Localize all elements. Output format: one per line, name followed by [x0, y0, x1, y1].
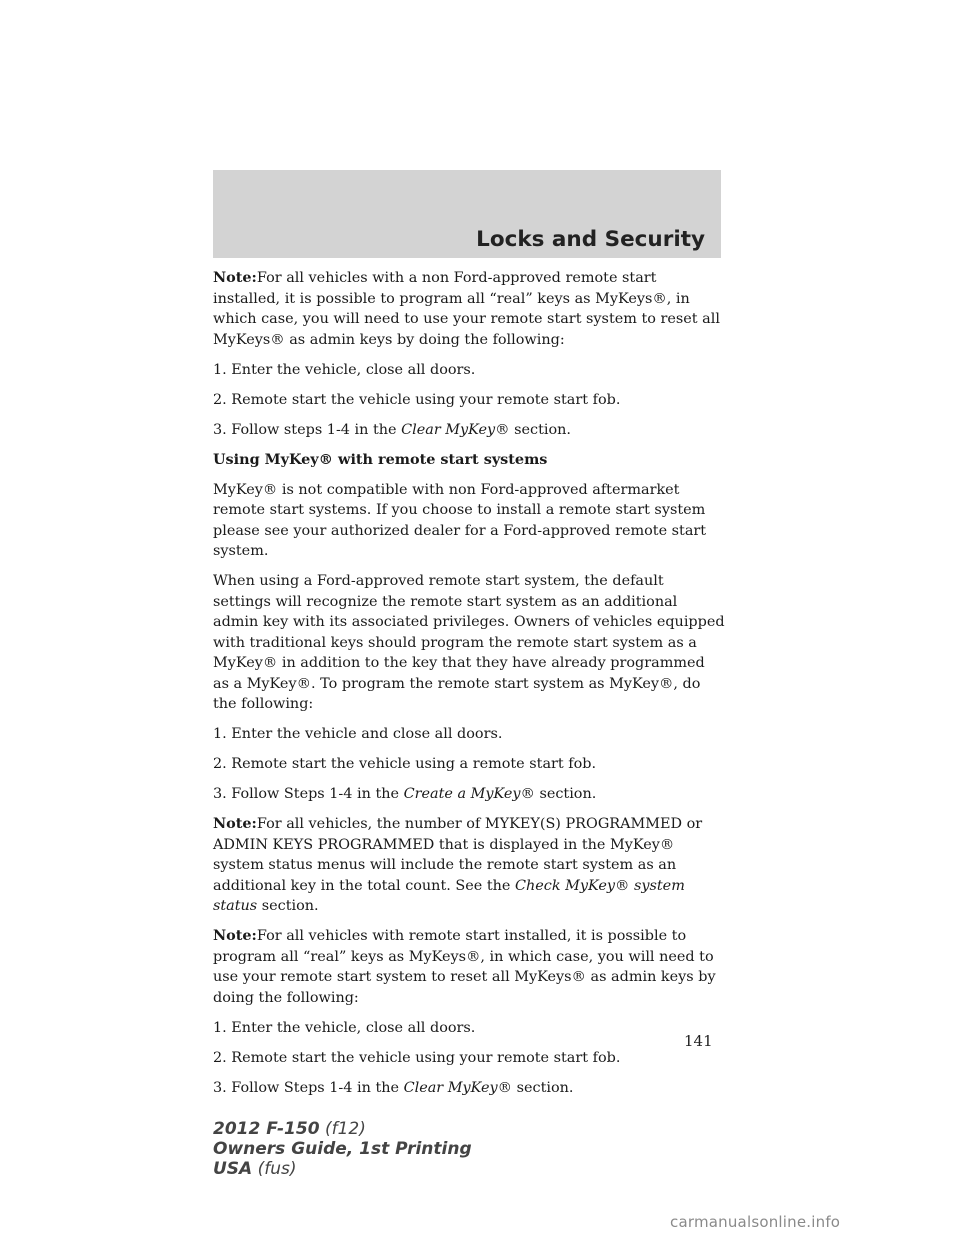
section-reference: Create a MyKey®: [403, 786, 535, 802]
note-paragraph-2: Note:For all vehicles, the number of MYKEY(S) PROGRAMMED or ADMIN KEYS PROGRAMMED that is displayed in the MyKey® system status menus will include the remote start system as an additional key in the total count. See the Check MyKey® system status section.: [213, 815, 703, 914]
footer-line-region: USA (fus): [213, 1159, 297, 1179]
note-text: For all vehicles with remote start installed, it is possible to program all “real” keys as MyKeys®, in which case, you will need to use your remote start system to reset all MyKeys® as admin keys by doing the following:: [213, 928, 716, 1006]
step-item: 2. Remote start the vehicle using your remote start fob.: [213, 391, 621, 408]
section-header-band: [213, 170, 721, 258]
page-content: [213, 268, 725, 1108]
section-reference: Clear MyKey®: [401, 421, 510, 438]
step-item: 3. Follow Steps 1-4 in the Clear MyKey® section.: [213, 1079, 574, 1096]
step-item: 1. Enter the vehicle, close all doors.: [213, 1019, 476, 1036]
section-title: Locks and Security: [476, 227, 705, 252]
note-paragraph-3: [213, 926, 725, 1008]
step-item: 1. Enter the vehicle and close all doors.: [213, 726, 503, 742]
note-label: Note:: [213, 269, 257, 286]
watermark: carmanualsonline.info: [670, 1213, 841, 1231]
footer-line-model: 2012 F-150 (f12): [213, 1119, 366, 1139]
step-item: 3. Follow steps 1-4 in the Clear MyKey® section.: [213, 421, 571, 438]
note-text: For all vehicles with a non Ford-approved remote start installed, it is possible to program all “real” keys as MyKeys®, in which case, you will need to use your remote start system to reset all MyKeys® as admin keys by doing the following:: [213, 270, 720, 348]
note-label: Note:: [213, 815, 257, 832]
subheading: Using MyKey® with remote start systems: [213, 450, 548, 468]
section-reference: Check MyKey® system status: [213, 877, 685, 914]
section-reference: Clear MyKey®: [403, 1079, 513, 1096]
step-item: 1. Enter the vehicle, close all doors.: [213, 361, 476, 378]
step-item: 2. Remote start the vehicle using your remote start fob.: [213, 1049, 621, 1066]
step-item: 2. Remote start the vehicle using a remote start fob.: [213, 756, 597, 772]
document-footer: [213, 1119, 472, 1179]
note-paragraph-1: [213, 268, 725, 350]
step-item: 3. Follow Steps 1-4 in the Create a MyKey® section.: [213, 786, 597, 802]
footer-line-edition: Owners Guide, 1st Printing: [213, 1139, 472, 1159]
page-number: 141: [684, 1032, 713, 1050]
body-paragraph: When using a Ford-approved remote start system, the default settings will recognize the remote start system as an additional admin key with its associated privileges. Owners of vehicles equipped with traditional keys should program the remote start system as a MyKey® in addition to the key that they have already programmed as a MyKey®. To program the remote start system as MyKey®, do the following:: [213, 573, 725, 712]
note-text: For all vehicles, the number of MYKEY(S) PROGRAMMED or ADMIN KEYS PROGRAMMED that is displayed in the MyKey® system status menus will include the remote start system as an additional key in the total count. See the: [213, 816, 703, 894]
note-label: Note:: [213, 927, 257, 944]
body-paragraph: MyKey® is not compatible with non Ford-approved aftermarket remote start systems. If you choose to install a remote start system please see your authorized dealer for a Ford-approved remote start system.: [213, 481, 707, 559]
